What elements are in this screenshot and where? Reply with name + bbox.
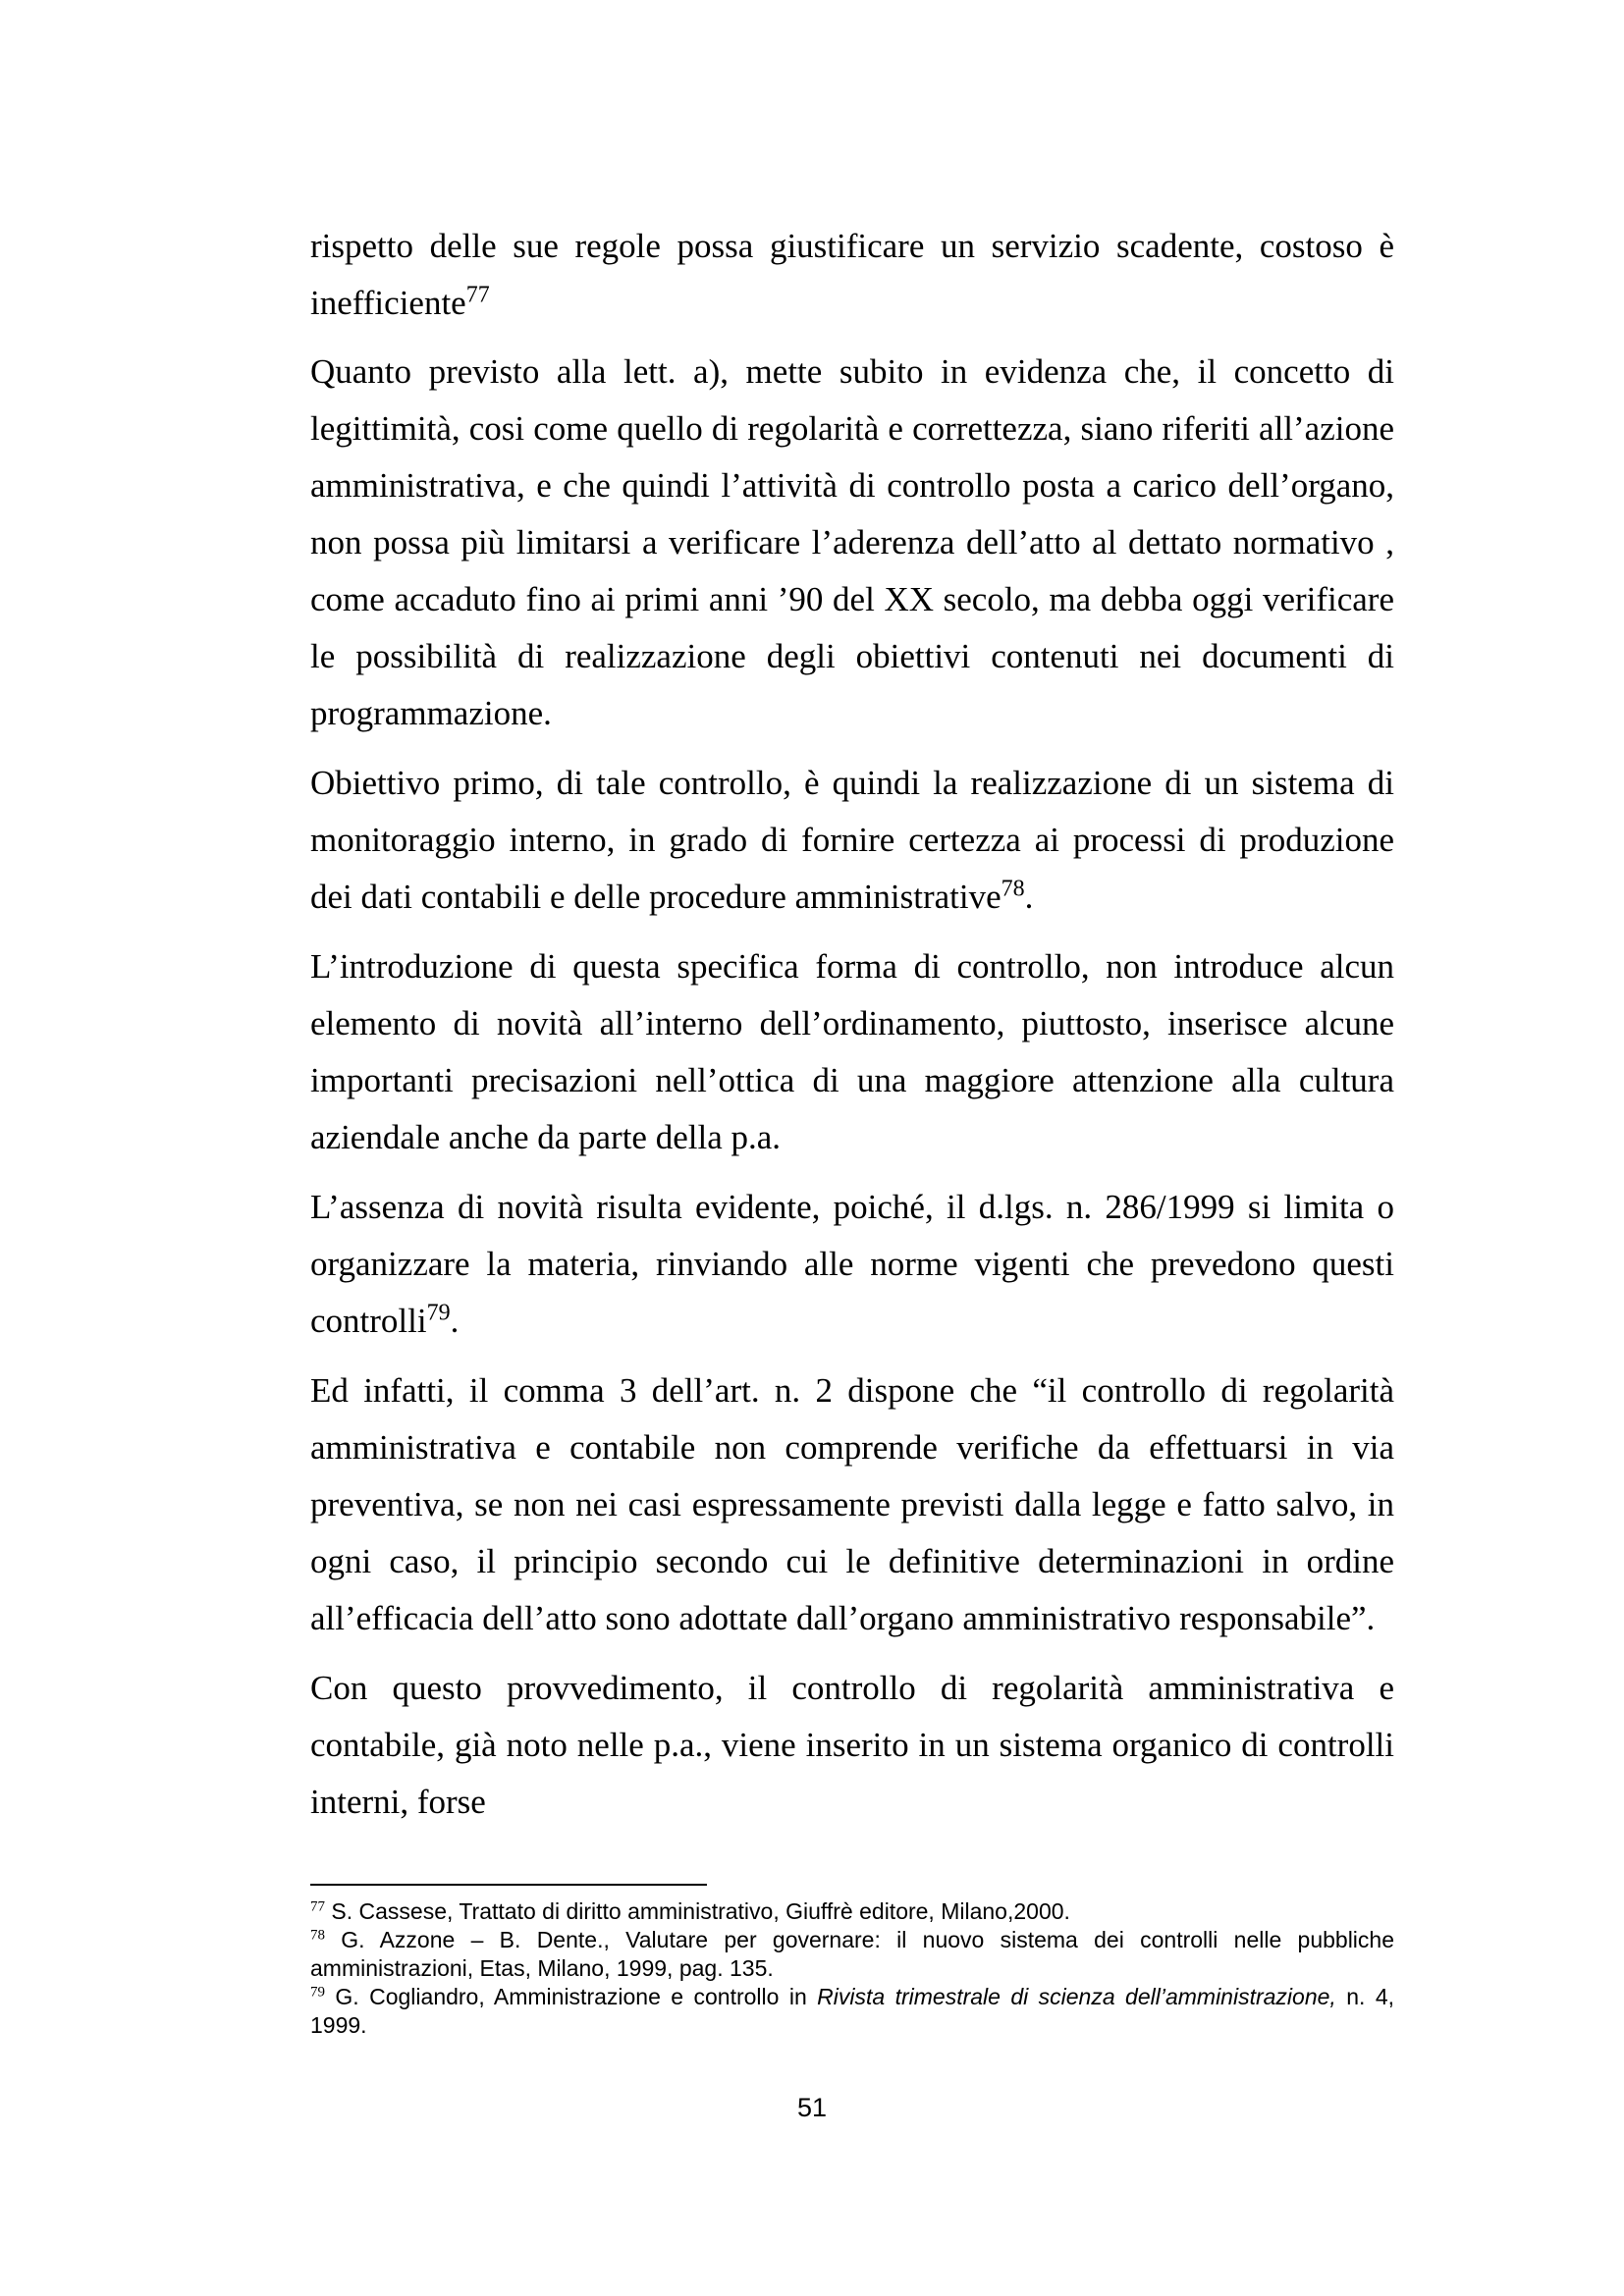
footnote: $^{77}$ S. Cassese, Trattato di diritto amministrativo, Giuffrè editore, Milano,2000. [310,1898,1070,1924]
paragraph: Quanto previsto alla lett. a), mette subito in evidenza che, il concetto di legittimità, cosi come quello di regolarità e correttezza, siano riferiti all’azione amministrativa, e che quindi l’attività di controllo posta a carico dell’organo, non possa più limitarsi a verificare l’aderenza dell’atto al dettato normativo , come accaduto fino ai primi anni ’90 del XX secolo, ma debba oggi verificare le possibilità di realizzazione degli obiettivi contenuti nei documenti di programmazione. [310,352,1394,732]
paragraph: Con questo provvedimento, il controllo di regolarità amministrativa e contabile, già noto nelle p.a., viene inserito in un sistema organico di controlli interni, forse [310,1669,1394,1821]
paragraph: Ed infatti, il comma 3 dell’art. n. 2 dispone che “il controllo di regolarità amministrativa e contabile non comprende verifiche da effettuarsi in via preventiva, se non nei casi espressamente previsti dalla legge e fatto salvo, in ogni caso, il principio secondo cui le definitive determinazioni in ordine all’efficacia dell’atto sono adottate dall’organo amministrativo responsabile”. [310,1371,1394,1637]
footnote-ref: 78 [1001,876,1025,902]
journal-title: Rivista trimestrale di scienza dell’amministrazione, [817,1984,1336,2009]
footnote: $^{79}$ G. Cogliandro, Amministrazione e controllo in Rivista trimestrale di scienza dell’amministrazione, n. 4, 1999. [310,1984,1394,2038]
paragraph: rispetto delle sue regole possa giustificare un servizio scadente, costoso è inefficiente$^{77}$ [310,227,1394,322]
page-number: 51 [796,2093,828,2122]
footnotes [310,1897,1394,2040]
footnote-separator [310,1884,707,1886]
footnote-ref: 79 [426,1300,451,1326]
footnote-number: 77 [310,1898,325,1915]
footnote-number: 78 [310,1927,325,1944]
paragraph: Obiettivo primo, di tale controllo, è quindi la realizzazione di un sistema di monitoraggio interno, in grado di fornire certezza ai processi di produzione dei dati contabili e delle procedure amministrative$^{78}$. [310,764,1394,916]
paragraph: L’assenza di novità risulta evidente, poiché, il d.lgs. n. 286/1999 si limita o organizzare la materia, rinviando alle norme vigenti che prevedono questi controlli$^{79}$. [310,1188,1394,1340]
footnote-number: 79 [310,1984,325,2001]
footnote: $^{78}$ G. Azzone – B. Dente., Valutare per governare: il nuovo sistema dei controlli nelle pubbliche amministrazioni, Etas, Milano, 1999, pag. 135. [310,1927,1395,1981]
body-text [310,218,1394,1843]
footnote-ref: 77 [465,282,490,308]
paragraph: L’introduzione di questa specifica forma di controllo, non introduce alcun elemento di novità all’interno dell’ordinamento, piuttosto, inserisce alcune importanti precisazioni nell’ottica di una maggiore attenzione alla cultura aziendale anche da parte della p.a. [310,947,1394,1156]
